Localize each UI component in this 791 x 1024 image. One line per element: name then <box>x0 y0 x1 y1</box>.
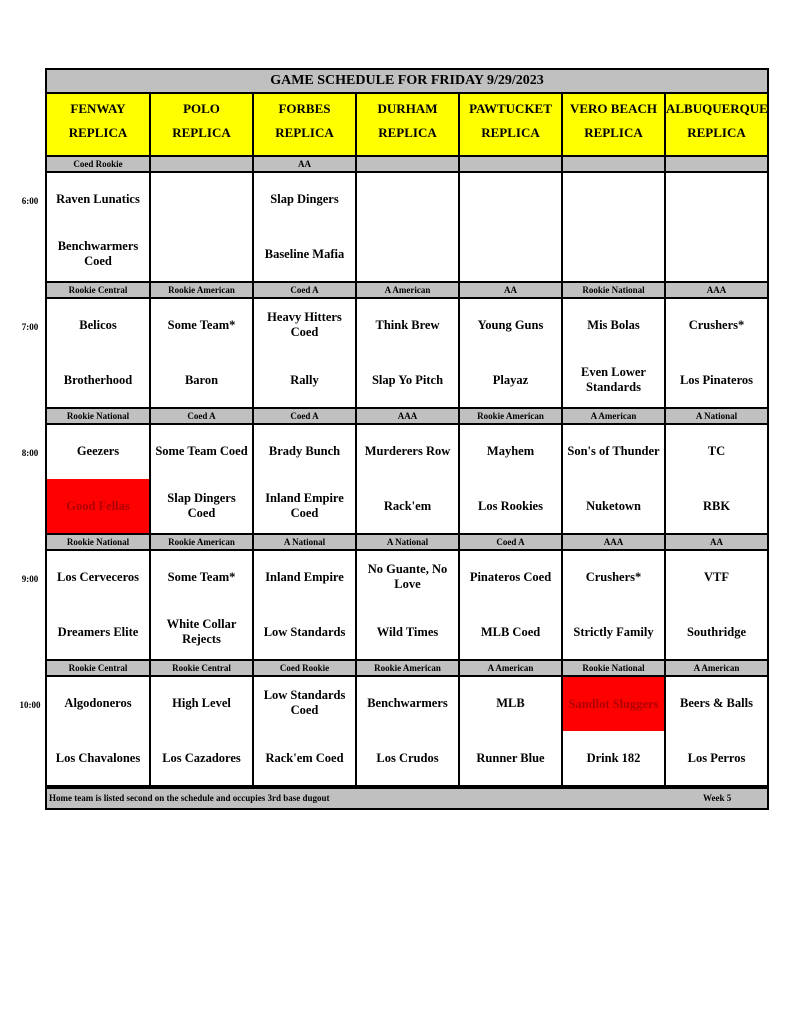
home-team: Good Fellas <box>47 479 149 533</box>
away-team: Los Cerveceros <box>56 569 140 584</box>
home-team <box>460 236 561 272</box>
game-cell <box>254 425 355 533</box>
field-header <box>254 94 355 155</box>
field-name: PAWTUCKET <box>469 101 552 116</box>
game-cell <box>254 299 355 407</box>
division-label: A American <box>460 661 561 675</box>
field-name: FORBES <box>278 101 331 116</box>
time-label: 8:00 <box>21 448 39 458</box>
home-team <box>151 236 252 272</box>
division-label: A American <box>563 409 664 423</box>
game-cell <box>357 425 458 533</box>
away-team: Low Standards Coed <box>263 688 346 717</box>
away-team: Beers & Balls <box>680 695 753 710</box>
division-label: Coed A <box>460 535 561 549</box>
home-team: RBK <box>702 498 731 513</box>
away-team: No Guante, No Love <box>367 562 448 591</box>
home-team: Drink 182 <box>586 750 641 765</box>
field-subtitle: REPLICA <box>584 125 643 140</box>
home-team <box>357 236 458 272</box>
division-label: Rookie National <box>47 535 149 549</box>
division-label: Rookie Central <box>47 283 149 297</box>
division-label: Coed Rookie <box>47 157 149 171</box>
division-label: Coed A <box>151 409 252 423</box>
division-label: Rookie American <box>357 661 458 675</box>
away-team: High Level <box>172 695 231 710</box>
division-label <box>460 157 561 171</box>
division-label: A American <box>357 283 458 297</box>
home-team: Los Rookies <box>478 498 543 513</box>
game-cell <box>563 173 664 281</box>
away-team: Slap Dingers <box>270 191 339 206</box>
field-name: ALBUQUERQUE <box>666 101 768 116</box>
division-label: Rookie American <box>460 409 561 423</box>
game-cell <box>357 173 458 281</box>
field-name: FENWAY <box>70 101 126 116</box>
division-label: AA <box>666 535 767 549</box>
field-subtitle: REPLICA <box>275 125 334 140</box>
away-team: Mis Bolas <box>587 317 640 332</box>
time-label: 9:00 <box>21 574 39 584</box>
home-team: Even Lower Standards <box>581 365 646 394</box>
away-team: Inland Empire <box>265 569 344 584</box>
away-team: Algodoneros <box>64 695 132 710</box>
away-team: Son's of Thunder <box>567 443 660 458</box>
home-team: Brotherhood <box>63 372 133 387</box>
home-team: Runner Blue <box>476 750 545 765</box>
division-label <box>563 157 664 171</box>
away-team <box>357 181 458 217</box>
home-team <box>563 236 664 272</box>
game-cell <box>151 677 252 785</box>
away-team: Crushers* <box>585 569 642 584</box>
away-team: Raven Lunatics <box>56 191 140 206</box>
field-header <box>563 94 664 155</box>
game-cell <box>563 425 664 533</box>
footer-bar <box>47 789 767 808</box>
game-cell <box>47 299 149 407</box>
away-team <box>666 181 767 217</box>
game-cell <box>151 173 252 281</box>
away-team: VTF <box>704 569 729 584</box>
division-label: AA <box>460 283 561 297</box>
field-name: DURHAM <box>377 101 438 116</box>
home-team: Los Crudos <box>376 750 439 765</box>
home-team: Rack'em <box>383 498 432 513</box>
division-label: AA <box>254 157 355 171</box>
game-cell <box>151 299 252 407</box>
game-cell <box>151 425 252 533</box>
game-cell <box>357 677 458 785</box>
game-cell <box>357 551 458 659</box>
division-label: Rookie Central <box>151 661 252 675</box>
game-cell <box>666 677 767 785</box>
time-label: 6:00 <box>21 196 39 206</box>
away-team: TC <box>707 443 726 458</box>
division-label: Coed Rookie <box>254 661 355 675</box>
field-name: VERO BEACH <box>569 101 658 116</box>
game-cell <box>151 551 252 659</box>
away-team: Pinateros Coed <box>469 569 552 584</box>
game-cell <box>460 677 561 785</box>
week-label: Week 5 <box>703 793 732 803</box>
time-label: 7:00 <box>21 322 39 332</box>
away-team: Some Team* <box>167 569 236 584</box>
home-team: Strictly Family <box>573 624 654 639</box>
away-team: Sandlot Sluggers <box>563 677 664 731</box>
home-team: Slap Dingers Coed <box>167 491 236 520</box>
home-team: Nuketown <box>586 498 641 513</box>
home-team: Rally <box>290 372 319 387</box>
division-label: Rookie American <box>151 283 252 297</box>
division-label: A National <box>254 535 355 549</box>
field-name: POLO <box>183 101 220 116</box>
game-cell <box>47 425 149 533</box>
division-label: Rookie Central <box>47 661 149 675</box>
home-team: Low Standards <box>263 624 346 639</box>
home-team: Wild Times <box>376 624 439 639</box>
division-label <box>666 157 767 171</box>
division-label: Rookie American <box>151 535 252 549</box>
home-team <box>666 236 767 272</box>
field-header <box>151 94 252 155</box>
away-team: Some Team* <box>167 317 236 332</box>
field-header <box>47 94 149 155</box>
division-label: A American <box>666 661 767 675</box>
game-cell <box>460 299 561 407</box>
away-team: Murderers Row <box>364 443 451 458</box>
division-label <box>357 157 458 171</box>
away-team: Crushers* <box>688 317 745 332</box>
home-team: Los Cazadores <box>162 750 241 765</box>
away-team: Young Guns <box>477 317 544 332</box>
division-label: AAA <box>666 283 767 297</box>
away-team: Benchwarmers <box>367 695 448 710</box>
home-team: Southridge <box>686 624 747 639</box>
home-team: Los Pinateros <box>679 372 754 387</box>
field-subtitle: REPLICA <box>378 125 437 140</box>
time-label: 10:00 <box>19 700 41 710</box>
home-team: Los Perros <box>687 750 746 765</box>
away-team <box>151 181 252 217</box>
field-header <box>666 94 767 155</box>
division-label: Rookie National <box>47 409 149 423</box>
home-team: Rack'em Coed <box>265 750 344 765</box>
game-cell <box>47 173 149 281</box>
division-label: AAA <box>357 409 458 423</box>
field-subtitle: REPLICA <box>172 125 231 140</box>
away-team: Brady Bunch <box>268 443 341 458</box>
game-cell <box>666 299 767 407</box>
game-cell <box>460 173 561 281</box>
division-label: A National <box>666 409 767 423</box>
away-team: Mayhem <box>486 443 535 458</box>
away-team: MLB <box>496 695 525 710</box>
division-label: AAA <box>563 535 664 549</box>
away-team <box>563 181 664 217</box>
division-label: Coed A <box>254 409 355 423</box>
division-label: Coed A <box>254 283 355 297</box>
field-header <box>357 94 458 155</box>
home-team: White Collar Rejects <box>166 617 237 646</box>
home-team: Baron <box>184 372 219 387</box>
home-team: Slap Yo Pitch <box>371 372 444 387</box>
game-cell <box>563 677 664 785</box>
game-cell <box>563 551 664 659</box>
game-cell <box>666 551 767 659</box>
game-cell <box>254 173 355 281</box>
home-team: Benchwarmers Coed <box>57 239 139 268</box>
away-team <box>460 181 561 217</box>
division-label: A National <box>357 535 458 549</box>
away-team: Geezers <box>76 443 120 458</box>
footer-note: Home team is listed second on the schedule and occupies 3rd base dugout <box>49 793 330 803</box>
home-team: Baseline Mafia <box>264 246 345 261</box>
away-team: Heavy Hitters Coed <box>267 310 342 339</box>
game-cell <box>460 425 561 533</box>
field-header <box>460 94 561 155</box>
home-team: Inland Empire Coed <box>265 491 344 520</box>
away-team: Belicos <box>79 317 117 332</box>
schedule-table <box>45 68 769 810</box>
home-team: Los Chavalones <box>55 750 141 765</box>
page-title: GAME SCHEDULE FOR FRIDAY 9/29/2023 <box>47 70 767 92</box>
division-label <box>151 157 252 171</box>
home-team: MLB Coed <box>480 624 541 639</box>
game-cell <box>357 299 458 407</box>
away-team: Think Brew <box>375 317 440 332</box>
field-subtitle: REPLICA <box>687 125 746 140</box>
game-cell <box>254 551 355 659</box>
division-label: Rookie National <box>563 283 664 297</box>
game-cell <box>563 299 664 407</box>
game-cell <box>47 677 149 785</box>
game-cell <box>460 551 561 659</box>
home-team: Playaz <box>492 372 529 387</box>
game-cell <box>47 551 149 659</box>
field-subtitle: REPLICA <box>68 125 128 140</box>
home-team: Dreamers Elite <box>57 624 139 639</box>
field-subtitle: REPLICA <box>481 125 540 140</box>
away-team: Some Team Coed <box>155 443 248 458</box>
game-cell <box>666 173 767 281</box>
game-cell <box>666 425 767 533</box>
division-label: Rookie National <box>563 661 664 675</box>
game-cell <box>254 677 355 785</box>
